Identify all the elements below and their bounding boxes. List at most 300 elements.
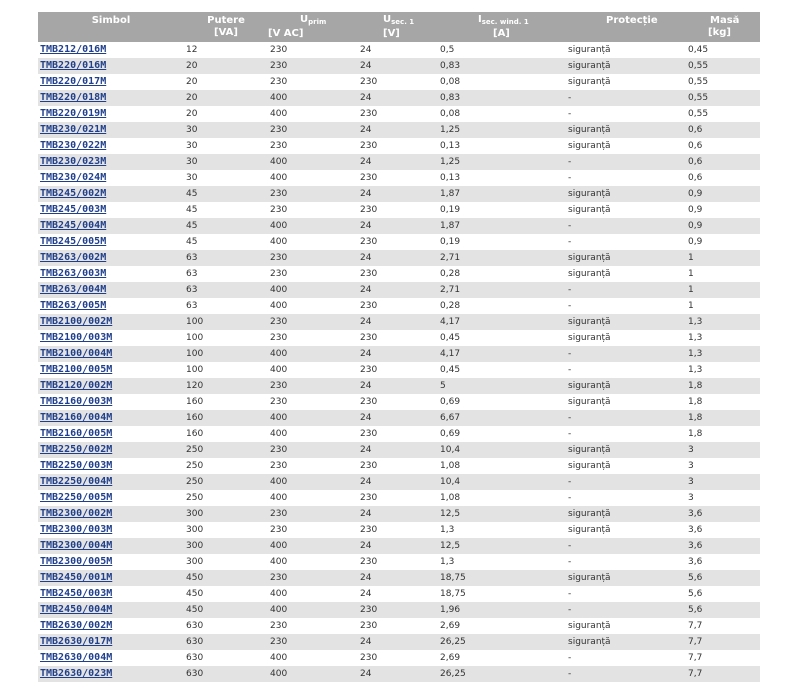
cell-masa-value: 1 bbox=[688, 252, 694, 263]
cell-simbol[interactable] bbox=[38, 186, 184, 202]
cell-usec-value: 24 bbox=[360, 380, 372, 391]
table-row bbox=[38, 298, 760, 314]
cell-simbol[interactable] bbox=[38, 106, 184, 122]
cell-masa-value: 0,55 bbox=[688, 92, 709, 103]
table-row bbox=[38, 266, 760, 282]
cell-uprim-value: 400 bbox=[270, 284, 288, 295]
cell-putere-value: 30 bbox=[186, 124, 198, 135]
cell-uprim-value: 400 bbox=[270, 172, 288, 183]
cell-simbol[interactable] bbox=[38, 58, 184, 74]
cell-isec bbox=[438, 218, 566, 234]
cell-masa bbox=[686, 330, 760, 346]
cell-usec bbox=[358, 90, 438, 106]
cell-putere bbox=[184, 106, 268, 122]
header-masa[interactable]: Masă [kg] bbox=[686, 12, 760, 42]
product-link[interactable]: TMB2250/005M bbox=[40, 492, 113, 503]
cell-protectie bbox=[566, 298, 686, 314]
cell-protectie bbox=[566, 202, 686, 218]
cell-usec bbox=[358, 394, 438, 410]
product-link[interactable]: TMB263/002M bbox=[40, 252, 107, 263]
cell-putere-value: 63 bbox=[186, 284, 198, 295]
cell-putere-value: 630 bbox=[186, 668, 204, 679]
cell-simbol[interactable] bbox=[38, 298, 184, 314]
cell-masa bbox=[686, 42, 760, 58]
cell-isec bbox=[438, 266, 566, 282]
product-link[interactable]: TMB230/022M bbox=[40, 140, 107, 151]
cell-isec-value: 2,69 bbox=[440, 620, 461, 631]
cell-putere-value: 45 bbox=[186, 204, 198, 215]
table-row bbox=[38, 314, 760, 330]
cell-protectie bbox=[566, 618, 686, 634]
cell-masa bbox=[686, 394, 760, 410]
cell-masa-value: 1,3 bbox=[688, 316, 703, 327]
cell-isec bbox=[438, 362, 566, 378]
product-link[interactable]: TMB230/023M bbox=[40, 156, 107, 167]
cell-simbol[interactable] bbox=[38, 218, 184, 234]
cell-masa-value: 1,3 bbox=[688, 364, 703, 375]
cell-protectie-value: siguranță bbox=[568, 508, 611, 519]
cell-simbol[interactable] bbox=[38, 650, 184, 666]
cell-uprim-value: 400 bbox=[270, 604, 288, 615]
cell-protectie bbox=[566, 474, 686, 490]
cell-putere-value: 30 bbox=[186, 172, 198, 183]
cell-protectie bbox=[566, 666, 686, 682]
cell-uprim-value: 230 bbox=[270, 380, 288, 391]
cell-usec-value: 24 bbox=[360, 316, 372, 327]
product-link[interactable]: TMB2100/003M bbox=[40, 332, 113, 343]
cell-protectie bbox=[566, 378, 686, 394]
cell-protectie bbox=[566, 58, 686, 74]
product-link[interactable]: TMB2120/002M bbox=[40, 380, 113, 391]
cell-masa-value: 5,6 bbox=[688, 572, 703, 583]
cell-protectie-value: siguranță bbox=[568, 188, 611, 199]
cell-isec-value: 0,69 bbox=[440, 428, 461, 439]
cell-simbol[interactable] bbox=[38, 586, 184, 602]
cell-putere-value: 120 bbox=[186, 380, 204, 391]
cell-usec bbox=[358, 346, 438, 362]
cell-simbol[interactable] bbox=[38, 554, 184, 570]
cell-protectie bbox=[566, 250, 686, 266]
cell-usec-value: 24 bbox=[360, 60, 372, 71]
product-link[interactable]: TMB220/018M bbox=[40, 92, 107, 103]
cell-protectie-value: siguranță bbox=[568, 140, 611, 151]
cell-masa-value: 3 bbox=[688, 476, 694, 487]
cell-protectie bbox=[566, 106, 686, 122]
cell-uprim bbox=[268, 426, 358, 442]
table-row bbox=[38, 554, 760, 570]
cell-isec bbox=[438, 234, 566, 250]
table-row bbox=[38, 458, 760, 474]
cell-protectie bbox=[566, 74, 686, 90]
cell-isec-value: 1,3 bbox=[440, 524, 455, 535]
cell-simbol[interactable] bbox=[38, 122, 184, 138]
cell-putere-value: 250 bbox=[186, 460, 204, 471]
cell-simbol[interactable] bbox=[38, 282, 184, 298]
product-link[interactable]: TMB2250/004M bbox=[40, 476, 113, 487]
cell-isec bbox=[438, 410, 566, 426]
cell-putere-value: 250 bbox=[186, 492, 204, 503]
cell-masa bbox=[686, 266, 760, 282]
cell-usec bbox=[358, 138, 438, 154]
product-link[interactable]: TMB2250/002M bbox=[40, 444, 113, 455]
cell-isec-value: 0,5 bbox=[440, 44, 455, 55]
product-link[interactable]: TMB2160/004M bbox=[40, 412, 113, 423]
table-row bbox=[38, 234, 760, 250]
cell-simbol[interactable] bbox=[38, 570, 184, 586]
header-isec[interactable]: $I_{sec. wind. 1}$ [A] bbox=[438, 12, 566, 42]
cell-uprim bbox=[268, 602, 358, 618]
cell-masa-value: 3,6 bbox=[688, 508, 703, 519]
product-link[interactable]: TMB2300/005M bbox=[40, 556, 113, 567]
cell-putere-value: 450 bbox=[186, 604, 204, 615]
cell-putere-value: 30 bbox=[186, 140, 198, 151]
cell-protectie-value: - bbox=[568, 588, 572, 599]
cell-masa bbox=[686, 234, 760, 250]
cell-putere bbox=[184, 522, 268, 538]
cell-uprim bbox=[268, 570, 358, 586]
cell-putere-value: 100 bbox=[186, 348, 204, 359]
cell-masa bbox=[686, 138, 760, 154]
cell-isec bbox=[438, 250, 566, 266]
cell-uprim-value: 400 bbox=[270, 220, 288, 231]
cell-uprim-value: 230 bbox=[270, 204, 288, 215]
table-row bbox=[38, 650, 760, 666]
cell-masa bbox=[686, 346, 760, 362]
cell-protectie-value: - bbox=[568, 540, 572, 551]
cell-simbol[interactable] bbox=[38, 458, 184, 474]
cell-putere bbox=[184, 378, 268, 394]
cell-putere-value: 630 bbox=[186, 652, 204, 663]
cell-usec-value: 230 bbox=[360, 268, 378, 279]
product-link[interactable]: TMB2100/005M bbox=[40, 364, 113, 375]
cell-simbol[interactable] bbox=[38, 634, 184, 650]
product-link[interactable]: TMB220/019M bbox=[40, 108, 107, 119]
table-row bbox=[38, 218, 760, 234]
cell-uprim-value: 400 bbox=[270, 588, 288, 599]
cell-protectie-value: siguranță bbox=[568, 204, 611, 215]
cell-protectie bbox=[566, 410, 686, 426]
cell-simbol[interactable] bbox=[38, 314, 184, 330]
table-row bbox=[38, 106, 760, 122]
cell-putere bbox=[184, 74, 268, 90]
cell-uprim bbox=[268, 122, 358, 138]
product-link[interactable]: TMB230/021M bbox=[40, 124, 107, 135]
cell-masa-value: 3 bbox=[688, 444, 694, 455]
cell-protectie bbox=[566, 426, 686, 442]
product-link[interactable]: TMB2450/001M bbox=[40, 572, 113, 583]
cell-uprim-value: 230 bbox=[270, 444, 288, 455]
cell-uprim bbox=[268, 442, 358, 458]
cell-putere-value: 100 bbox=[186, 364, 204, 375]
header-row bbox=[38, 12, 760, 42]
cell-masa-value: 0,9 bbox=[688, 188, 703, 199]
cell-putere bbox=[184, 186, 268, 202]
cell-isec-value: 2,71 bbox=[440, 252, 461, 263]
table-row bbox=[38, 154, 760, 170]
product-link[interactable]: TMB245/004M bbox=[40, 220, 107, 231]
cell-putere bbox=[184, 426, 268, 442]
cell-protectie bbox=[566, 314, 686, 330]
product-link[interactable]: TMB230/024M bbox=[40, 172, 107, 183]
cell-uprim bbox=[268, 666, 358, 682]
cell-putere bbox=[184, 234, 268, 250]
cell-usec-value: 230 bbox=[360, 332, 378, 343]
cell-masa bbox=[686, 474, 760, 490]
product-link[interactable]: TMB263/005M bbox=[40, 300, 107, 311]
cell-isec-value: 26,25 bbox=[440, 668, 466, 679]
cell-usec-value: 24 bbox=[360, 540, 372, 551]
product-link[interactable]: TMB245/005M bbox=[40, 236, 107, 247]
table-row bbox=[38, 570, 760, 586]
product-link[interactable]: TMB2160/005M bbox=[40, 428, 113, 439]
cell-masa bbox=[686, 362, 760, 378]
product-link[interactable]: TMB220/017M bbox=[40, 76, 107, 87]
product-link[interactable]: TMB2630/017M bbox=[40, 636, 113, 647]
cell-simbol[interactable] bbox=[38, 602, 184, 618]
cell-uprim bbox=[268, 362, 358, 378]
table-row bbox=[38, 490, 760, 506]
cell-uprim-value: 230 bbox=[270, 524, 288, 535]
product-link[interactable]: TMB2630/002M bbox=[40, 620, 113, 631]
product-link[interactable]: TMB2450/004M bbox=[40, 604, 113, 615]
cell-isec bbox=[438, 618, 566, 634]
cell-simbol[interactable] bbox=[38, 202, 184, 218]
cell-uprim-value: 230 bbox=[270, 44, 288, 55]
table-row bbox=[38, 138, 760, 154]
cell-usec bbox=[358, 202, 438, 218]
product-link[interactable]: TMB2100/002M bbox=[40, 316, 113, 327]
cell-usec bbox=[358, 618, 438, 634]
cell-isec-value: 4,17 bbox=[440, 316, 461, 327]
cell-uprim bbox=[268, 202, 358, 218]
cell-uprim-value: 400 bbox=[270, 348, 288, 359]
product-link[interactable]: TMB2630/023M bbox=[40, 668, 113, 679]
cell-putere-value: 160 bbox=[186, 428, 204, 439]
cell-masa bbox=[686, 410, 760, 426]
cell-masa-value: 0,45 bbox=[688, 44, 709, 55]
cell-isec-value: 18,75 bbox=[440, 588, 466, 599]
cell-simbol[interactable] bbox=[38, 42, 184, 58]
cell-masa-value: 1,3 bbox=[688, 332, 703, 343]
cell-simbol[interactable] bbox=[38, 394, 184, 410]
cell-uprim bbox=[268, 618, 358, 634]
cell-usec-value: 24 bbox=[360, 188, 372, 199]
table-row bbox=[38, 170, 760, 186]
header-simbol[interactable]: Simbol bbox=[38, 12, 184, 42]
product-link[interactable]: TMB2300/002M bbox=[40, 508, 113, 519]
cell-simbol[interactable] bbox=[38, 538, 184, 554]
cell-usec bbox=[358, 234, 438, 250]
cell-isec-value: 0,08 bbox=[440, 76, 461, 87]
cell-simbol[interactable] bbox=[38, 330, 184, 346]
cell-protectie bbox=[566, 266, 686, 282]
cell-simbol[interactable] bbox=[38, 138, 184, 154]
cell-simbol[interactable] bbox=[38, 266, 184, 282]
cell-isec-value: 18,75 bbox=[440, 572, 466, 583]
cell-masa-value: 0,55 bbox=[688, 108, 709, 119]
cell-simbol[interactable] bbox=[38, 74, 184, 90]
product-link[interactable]: TMB263/003M bbox=[40, 268, 107, 279]
cell-simbol[interactable] bbox=[38, 442, 184, 458]
cell-masa bbox=[686, 666, 760, 682]
cell-isec bbox=[438, 666, 566, 682]
cell-simbol[interactable] bbox=[38, 666, 184, 682]
cell-putere-value: 300 bbox=[186, 524, 204, 535]
cell-protectie-value: siguranță bbox=[568, 572, 611, 583]
cell-isec-value: 1,96 bbox=[440, 604, 461, 615]
product-link[interactable]: TMB2450/003M bbox=[40, 588, 113, 599]
cell-putere-value: 30 bbox=[186, 156, 198, 167]
header-putere[interactable]: Putere [VA] bbox=[184, 12, 268, 42]
cell-putere-value: 100 bbox=[186, 316, 204, 327]
table-row bbox=[38, 330, 760, 346]
cell-simbol[interactable] bbox=[38, 170, 184, 186]
header-uprim[interactable]: $U_{prim}$ [V AC] bbox=[268, 12, 358, 42]
cell-isec bbox=[438, 138, 566, 154]
cell-masa bbox=[686, 506, 760, 522]
cell-uprim-value: 230 bbox=[270, 124, 288, 135]
cell-protectie-value: siguranță bbox=[568, 332, 611, 343]
cell-protectie bbox=[566, 506, 686, 522]
product-table-container bbox=[38, 12, 760, 682]
cell-uprim bbox=[268, 458, 358, 474]
cell-masa bbox=[686, 426, 760, 442]
cell-simbol[interactable] bbox=[38, 506, 184, 522]
cell-putere-value: 100 bbox=[186, 332, 204, 343]
cell-simbol[interactable] bbox=[38, 426, 184, 442]
product-link[interactable]: TMB245/003M bbox=[40, 204, 107, 215]
cell-masa-value: 5,6 bbox=[688, 604, 703, 615]
cell-isec-value: 1,87 bbox=[440, 188, 461, 199]
cell-protectie bbox=[566, 218, 686, 234]
cell-uprim bbox=[268, 554, 358, 570]
cell-uprim bbox=[268, 586, 358, 602]
cell-masa bbox=[686, 570, 760, 586]
cell-usec bbox=[358, 154, 438, 170]
cell-protectie-value: - bbox=[568, 108, 572, 119]
cell-simbol[interactable] bbox=[38, 410, 184, 426]
cell-putere-value: 45 bbox=[186, 236, 198, 247]
cell-uprim-value: 230 bbox=[270, 332, 288, 343]
cell-masa bbox=[686, 170, 760, 186]
cell-usec-value: 24 bbox=[360, 444, 372, 455]
product-link[interactable]: TMB245/002M bbox=[40, 188, 107, 199]
cell-isec bbox=[438, 186, 566, 202]
cell-protectie bbox=[566, 186, 686, 202]
cell-putere bbox=[184, 570, 268, 586]
cell-simbol[interactable] bbox=[38, 234, 184, 250]
cell-usec bbox=[358, 554, 438, 570]
header-protectie[interactable]: Protecție bbox=[566, 12, 686, 42]
cell-protectie-value: - bbox=[568, 300, 572, 311]
cell-protectie-value: - bbox=[568, 364, 572, 375]
cell-putere bbox=[184, 298, 268, 314]
cell-isec-value: 1,08 bbox=[440, 492, 461, 503]
cell-putere bbox=[184, 394, 268, 410]
cell-uprim bbox=[268, 266, 358, 282]
cell-masa-value: 0,55 bbox=[688, 60, 709, 71]
cell-usec-value: 24 bbox=[360, 124, 372, 135]
cell-protectie-value: siguranță bbox=[568, 124, 611, 135]
cell-putere bbox=[184, 458, 268, 474]
product-link[interactable]: TMB2300/003M bbox=[40, 524, 113, 535]
cell-isec bbox=[438, 458, 566, 474]
cell-protectie-value: - bbox=[568, 172, 572, 183]
cell-simbol[interactable] bbox=[38, 618, 184, 634]
cell-protectie bbox=[566, 42, 686, 58]
cell-usec bbox=[358, 490, 438, 506]
cell-uprim bbox=[268, 410, 358, 426]
cell-usec bbox=[358, 106, 438, 122]
cell-simbol[interactable] bbox=[38, 90, 184, 106]
header-usec[interactable]: $U_{sec. 1}$ [V] bbox=[358, 12, 438, 42]
cell-masa bbox=[686, 586, 760, 602]
cell-isec-value: 2,69 bbox=[440, 652, 461, 663]
cell-putere-value: 300 bbox=[186, 540, 204, 551]
cell-uprim bbox=[268, 170, 358, 186]
cell-isec bbox=[438, 42, 566, 58]
cell-simbol[interactable] bbox=[38, 362, 184, 378]
cell-protectie-value: siguranță bbox=[568, 60, 611, 71]
cell-usec bbox=[358, 186, 438, 202]
cell-masa bbox=[686, 218, 760, 234]
cell-masa bbox=[686, 106, 760, 122]
cell-protectie-value: siguranță bbox=[568, 380, 611, 391]
product-link[interactable]: TMB2160/003M bbox=[40, 396, 113, 407]
cell-simbol[interactable] bbox=[38, 250, 184, 266]
cell-uprim bbox=[268, 282, 358, 298]
cell-simbol[interactable] bbox=[38, 378, 184, 394]
cell-protectie bbox=[566, 362, 686, 378]
product-link[interactable]: TMB2250/003M bbox=[40, 460, 113, 471]
cell-isec-value: 5 bbox=[440, 380, 446, 391]
cell-usec bbox=[358, 250, 438, 266]
product-link[interactable]: TMB263/004M bbox=[40, 284, 107, 295]
cell-usec bbox=[358, 298, 438, 314]
cell-uprim-value: 400 bbox=[270, 92, 288, 103]
product-link[interactable]: TMB2630/004M bbox=[40, 652, 113, 663]
cell-usec bbox=[358, 666, 438, 682]
cell-uprim-value: 400 bbox=[270, 300, 288, 311]
product-link[interactable]: TMB2300/004M bbox=[40, 540, 113, 551]
cell-uprim bbox=[268, 218, 358, 234]
cell-masa bbox=[686, 298, 760, 314]
product-link[interactable]: TMB220/016M bbox=[40, 60, 107, 71]
cell-putere-value: 160 bbox=[186, 396, 204, 407]
cell-isec-value: 0,13 bbox=[440, 140, 461, 151]
cell-simbol[interactable] bbox=[38, 490, 184, 506]
cell-simbol[interactable] bbox=[38, 346, 184, 362]
table-row bbox=[38, 506, 760, 522]
cell-usec-value: 230 bbox=[360, 108, 378, 119]
cell-uprim-value: 400 bbox=[270, 668, 288, 679]
product-link[interactable]: TMB2100/004M bbox=[40, 348, 113, 359]
product-link[interactable]: TMB212/016M bbox=[40, 44, 107, 55]
cell-usec-value: 24 bbox=[360, 156, 372, 167]
cell-usec-value: 230 bbox=[360, 556, 378, 567]
cell-protectie bbox=[566, 138, 686, 154]
cell-putere-value: 20 bbox=[186, 92, 198, 103]
cell-simbol[interactable] bbox=[38, 522, 184, 538]
cell-protectie bbox=[566, 122, 686, 138]
table-row bbox=[38, 58, 760, 74]
cell-protectie bbox=[566, 458, 686, 474]
cell-putere bbox=[184, 362, 268, 378]
cell-simbol[interactable] bbox=[38, 154, 184, 170]
cell-putere-value: 300 bbox=[186, 508, 204, 519]
cell-usec bbox=[358, 122, 438, 138]
cell-simbol[interactable] bbox=[38, 474, 184, 490]
